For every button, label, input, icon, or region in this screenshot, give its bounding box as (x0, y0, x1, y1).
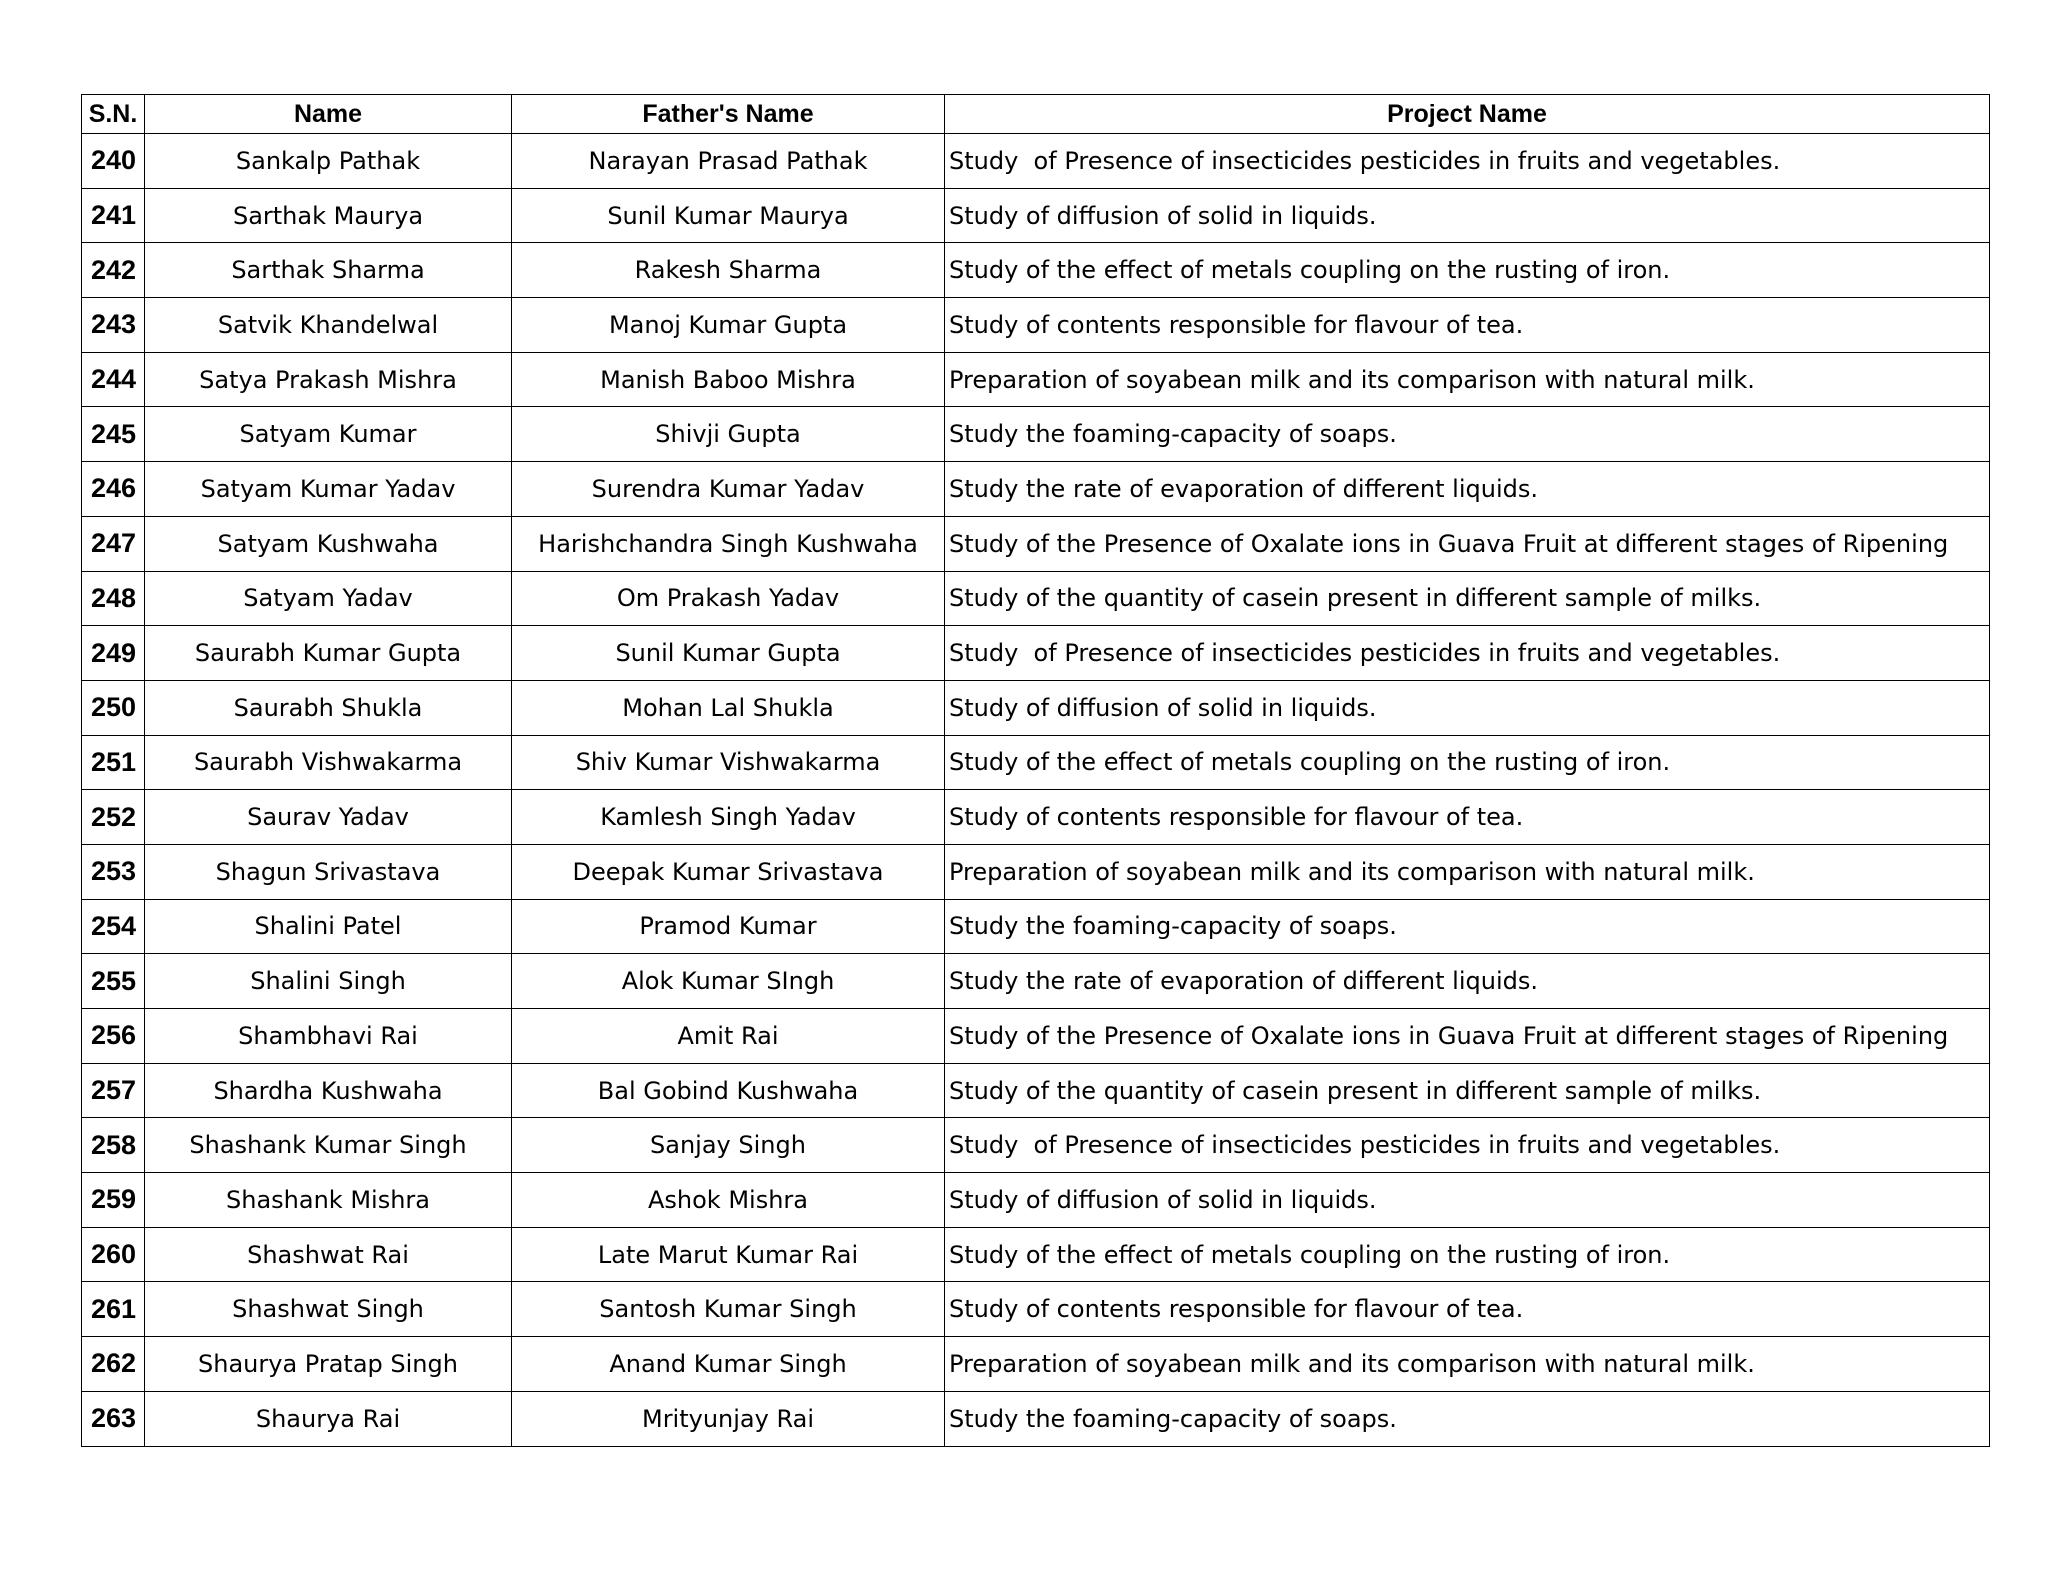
header-name: Name (145, 95, 512, 134)
cell-project-name: Preparation of soyabean milk and its comparison with natural milk. (945, 1337, 1990, 1392)
table-body (82, 134, 1990, 1447)
cell-father-name: Alok Kumar SIngh (512, 954, 945, 1009)
cell-father-name: Amit Rai (512, 1009, 945, 1064)
cell-name: Shaurya Pratap Singh (145, 1337, 512, 1392)
table-row (82, 1337, 1990, 1392)
cell-sn: 262 (82, 1337, 145, 1392)
cell-sn: 261 (82, 1282, 145, 1337)
cell-name: Shashwat Singh (145, 1282, 512, 1337)
cell-father-name: Rakesh Sharma (512, 243, 945, 298)
table-row (82, 462, 1990, 517)
cell-project-name: Study of Presence of insecticides pesticides in fruits and vegetables. (945, 626, 1990, 681)
table-row (82, 243, 1990, 298)
table-row (82, 680, 1990, 735)
cell-sn: 243 (82, 298, 145, 353)
table-row (82, 790, 1990, 845)
cell-project-name: Preparation of soyabean milk and its comparison with natural milk. (945, 352, 1990, 407)
cell-project-name: Study of diffusion of solid in liquids. (945, 680, 1990, 735)
cell-father-name: Pramod Kumar (512, 899, 945, 954)
cell-project-name: Study of diffusion of solid in liquids. (945, 188, 1990, 243)
cell-name: Saurabh Vishwakarma (145, 735, 512, 790)
table-row (82, 735, 1990, 790)
cell-name: Satyam Kushwaha (145, 516, 512, 571)
cell-father-name: Mohan Lal Shukla (512, 680, 945, 735)
cell-name: Shagun Srivastava (145, 844, 512, 899)
cell-sn: 242 (82, 243, 145, 298)
cell-name: Shardha Kushwaha (145, 1063, 512, 1118)
header-row (82, 95, 1990, 134)
cell-father-name: Anand Kumar Singh (512, 1337, 945, 1392)
cell-father-name: Surendra Kumar Yadav (512, 462, 945, 517)
table-row (82, 626, 1990, 681)
cell-name: Saurabh Shukla (145, 680, 512, 735)
cell-name: Satya Prakash Mishra (145, 352, 512, 407)
cell-name: Shalini Patel (145, 899, 512, 954)
cell-father-name: Bal Gobind Kushwaha (512, 1063, 945, 1118)
cell-project-name: Study the rate of evaporation of different liquids. (945, 954, 1990, 1009)
cell-project-name: Study of Presence of insecticides pesticides in fruits and vegetables. (945, 134, 1990, 189)
cell-project-name: Study the foaming-capacity of soaps. (945, 899, 1990, 954)
cell-father-name: Sunil Kumar Gupta (512, 626, 945, 681)
cell-sn: 248 (82, 571, 145, 626)
cell-father-name: Shiv Kumar Vishwakarma (512, 735, 945, 790)
cell-sn: 259 (82, 1173, 145, 1228)
table-row (82, 1009, 1990, 1064)
cell-father-name: Ashok Mishra (512, 1173, 945, 1228)
cell-father-name: Narayan Prasad Pathak (512, 134, 945, 189)
cell-father-name: Manoj Kumar Gupta (512, 298, 945, 353)
cell-father-name: Santosh Kumar Singh (512, 1282, 945, 1337)
cell-name: Shalini Singh (145, 954, 512, 1009)
cell-sn: 253 (82, 844, 145, 899)
table-row (82, 844, 1990, 899)
cell-project-name: Study the foaming-capacity of soaps. (945, 407, 1990, 462)
cell-name: Satvik Khandelwal (145, 298, 512, 353)
cell-name: Shashank Kumar Singh (145, 1118, 512, 1173)
cell-name: Saurabh Kumar Gupta (145, 626, 512, 681)
table-row (82, 571, 1990, 626)
cell-project-name: Study the foaming-capacity of soaps. (945, 1391, 1990, 1446)
table-row (82, 1227, 1990, 1282)
table-row (82, 1173, 1990, 1228)
cell-project-name: Study of the quantity of casein present in different sample of milks. (945, 571, 1990, 626)
cell-name: Shashank Mishra (145, 1173, 512, 1228)
cell-sn: 258 (82, 1118, 145, 1173)
cell-father-name: Sunil Kumar Maurya (512, 188, 945, 243)
table-row (82, 1391, 1990, 1446)
cell-sn: 255 (82, 954, 145, 1009)
cell-sn: 254 (82, 899, 145, 954)
table-row (82, 1063, 1990, 1118)
cell-father-name: Harishchandra Singh Kushwaha (512, 516, 945, 571)
cell-project-name: Study of the effect of metals coupling on the rusting of iron. (945, 1227, 1990, 1282)
cell-name: Sankalp Pathak (145, 134, 512, 189)
table-header (82, 95, 1990, 134)
cell-name: Sarthak Sharma (145, 243, 512, 298)
cell-father-name: Kamlesh Singh Yadav (512, 790, 945, 845)
cell-project-name: Study of the effect of metals coupling on the rusting of iron. (945, 735, 1990, 790)
cell-name: Satyam Kumar Yadav (145, 462, 512, 517)
header-project-name: Project Name (945, 95, 1990, 134)
cell-father-name: Om Prakash Yadav (512, 571, 945, 626)
cell-project-name: Study of the Presence of Oxalate ions in Guava Fruit at different stages of Ripening (945, 516, 1990, 571)
cell-project-name: Study of the quantity of casein present in different sample of milks. (945, 1063, 1990, 1118)
cell-sn: 257 (82, 1063, 145, 1118)
cell-project-name: Study the rate of evaporation of different liquids. (945, 462, 1990, 517)
cell-sn: 246 (82, 462, 145, 517)
header-sn: S.N. (82, 95, 145, 134)
cell-project-name: Study of contents responsible for flavour of tea. (945, 1282, 1990, 1337)
cell-sn: 240 (82, 134, 145, 189)
cell-father-name: Late Marut Kumar Rai (512, 1227, 945, 1282)
cell-project-name: Study of Presence of insecticides pesticides in fruits and vegetables. (945, 1118, 1990, 1173)
cell-sn: 249 (82, 626, 145, 681)
cell-name: Shaurya Rai (145, 1391, 512, 1446)
cell-sn: 256 (82, 1009, 145, 1064)
cell-project-name: Study of diffusion of solid in liquids. (945, 1173, 1990, 1228)
cell-sn: 245 (82, 407, 145, 462)
header-father-name: Father's Name (512, 95, 945, 134)
cell-sn: 247 (82, 516, 145, 571)
cell-name: Satyam Kumar (145, 407, 512, 462)
cell-project-name: Study of the Presence of Oxalate ions in Guava Fruit at different stages of Ripening (945, 1009, 1990, 1064)
table-row (82, 1118, 1990, 1173)
table-row (82, 298, 1990, 353)
cell-name: Shashwat Rai (145, 1227, 512, 1282)
cell-name: Shambhavi Rai (145, 1009, 512, 1064)
table-row (82, 954, 1990, 1009)
cell-sn: 251 (82, 735, 145, 790)
cell-father-name: Sanjay Singh (512, 1118, 945, 1173)
cell-sn: 250 (82, 680, 145, 735)
table-row (82, 407, 1990, 462)
cell-project-name: Study of the effect of metals coupling on the rusting of iron. (945, 243, 1990, 298)
table-row (82, 352, 1990, 407)
cell-name: Sarthak Maurya (145, 188, 512, 243)
cell-sn: 263 (82, 1391, 145, 1446)
cell-project-name: Preparation of soyabean milk and its comparison with natural milk. (945, 844, 1990, 899)
table-row (82, 1282, 1990, 1337)
table-row (82, 899, 1990, 954)
cell-sn: 260 (82, 1227, 145, 1282)
cell-father-name: Deepak Kumar Srivastava (512, 844, 945, 899)
table-row (82, 516, 1990, 571)
cell-name: Satyam Yadav (145, 571, 512, 626)
cell-sn: 252 (82, 790, 145, 845)
cell-father-name: Mrityunjay Rai (512, 1391, 945, 1446)
table-row (82, 188, 1990, 243)
cell-name: Saurav Yadav (145, 790, 512, 845)
cell-father-name: Shivji Gupta (512, 407, 945, 462)
cell-project-name: Study of contents responsible for flavour of tea. (945, 298, 1990, 353)
cell-sn: 241 (82, 188, 145, 243)
student-project-table (81, 94, 1990, 1447)
cell-project-name: Study of contents responsible for flavour of tea. (945, 790, 1990, 845)
cell-sn: 244 (82, 352, 145, 407)
cell-father-name: Manish Baboo Mishra (512, 352, 945, 407)
table-row (82, 134, 1990, 189)
